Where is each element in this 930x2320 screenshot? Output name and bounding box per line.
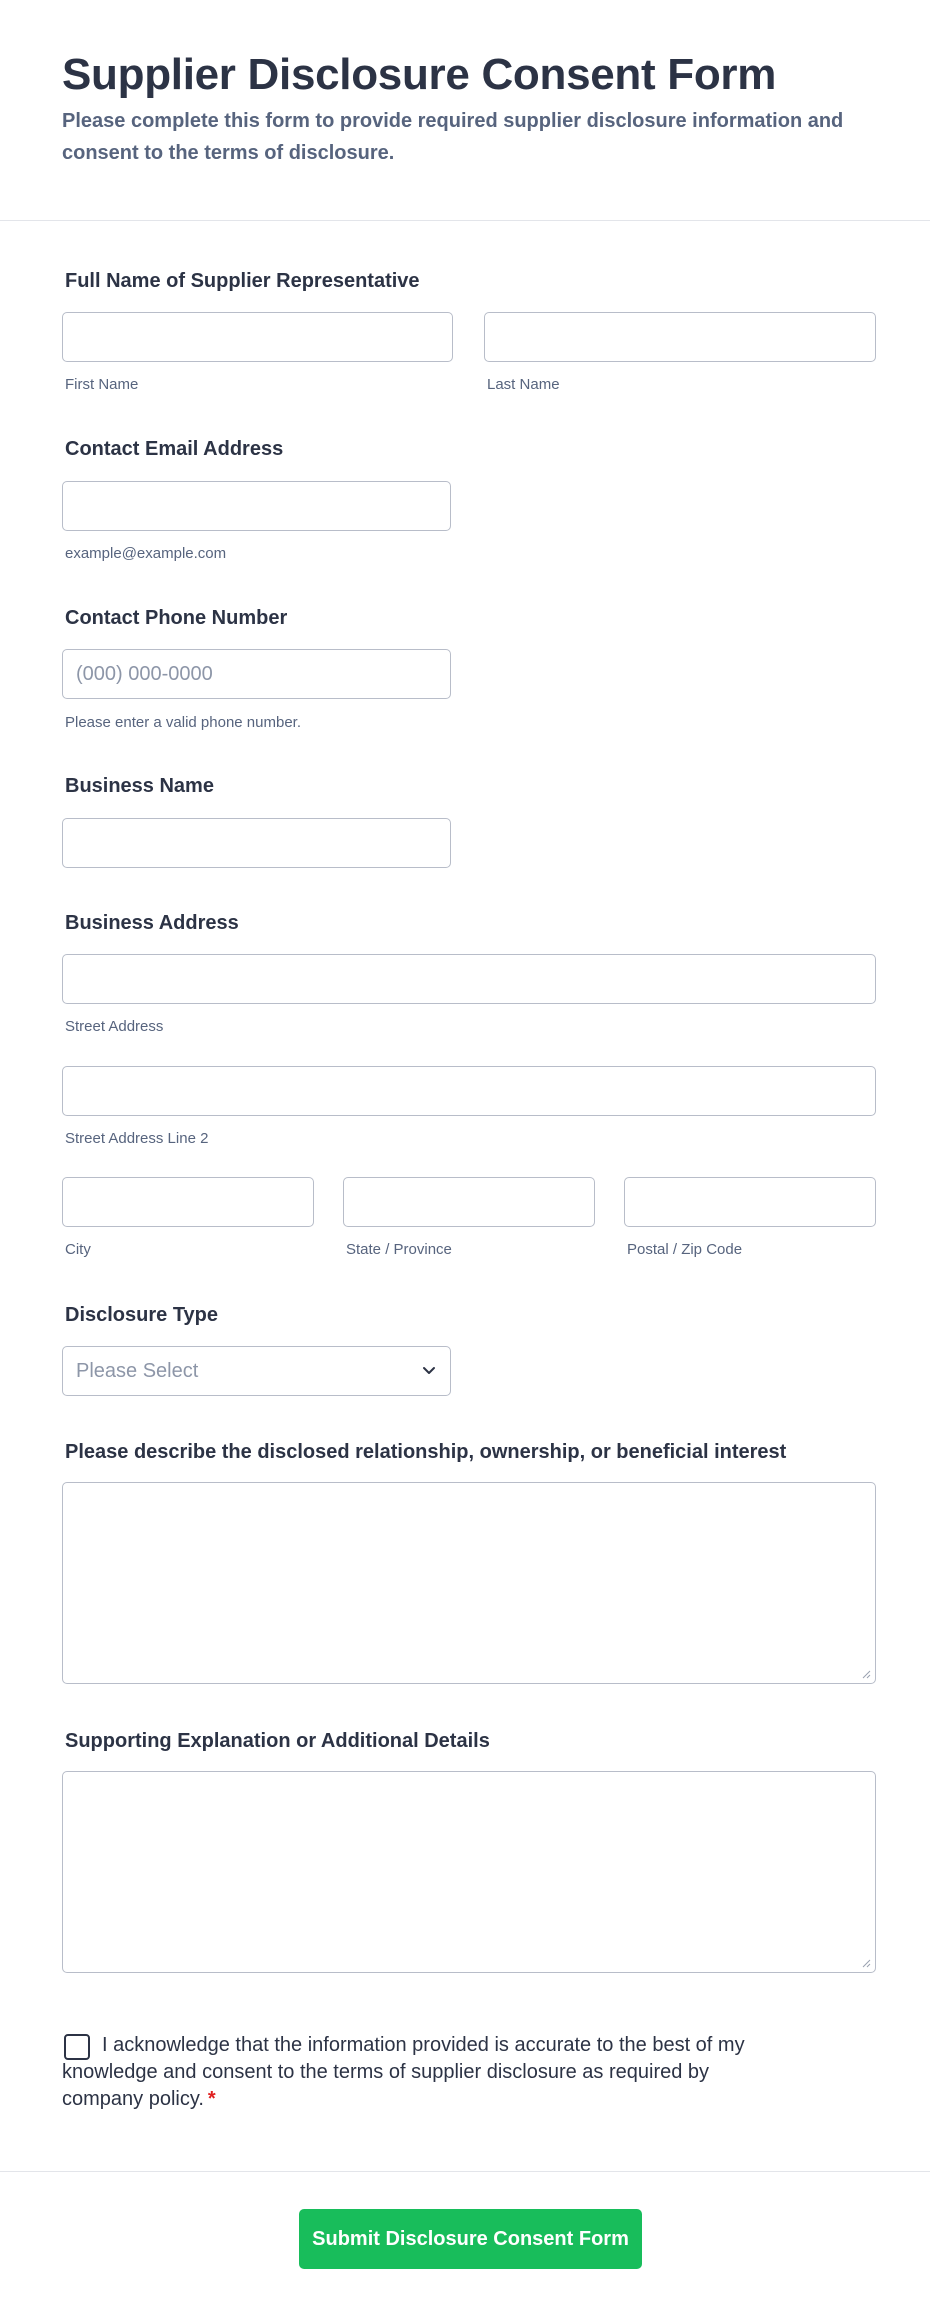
city-input[interactable] [63, 1178, 313, 1226]
business-name-input[interactable] [63, 819, 450, 867]
required-mark: * [207, 2088, 216, 2110]
state-input[interactable] [344, 1178, 594, 1226]
supporting-textarea[interactable] [63, 1772, 875, 1972]
zip-sublabel: Postal / Zip Code [627, 1241, 743, 1258]
relationship-textarea-field[interactable] [62, 1482, 876, 1684]
disclosure-type-value: Please Select [76, 1360, 199, 1382]
first-name-field[interactable] [62, 312, 453, 362]
email-label: Contact Email Address [65, 438, 284, 460]
acknowledge-label: I acknowledge that the information provided is accurate to the best of my knowledge and consent to the terms of supplier disclosure as required by company policy. [62, 2034, 745, 2110]
acknowledge-text [62, 2032, 782, 2113]
phone-input[interactable] [63, 650, 450, 698]
disclosure-type-label: Disclosure Type [65, 1304, 219, 1326]
street-address-2-field[interactable] [62, 1066, 876, 1116]
relationship-label: Please describe the disclosed relationship, ownership, or beneficial interest [65, 1441, 787, 1463]
first-name-sublabel: First Name [65, 376, 139, 393]
supporting-textarea-field[interactable] [62, 1771, 876, 1973]
city-sublabel: City [65, 1241, 91, 1258]
street-address-field[interactable] [62, 954, 876, 1004]
email-sublabel: example@example.com [65, 545, 227, 562]
business-name-field[interactable] [62, 818, 451, 868]
form-header [0, 0, 930, 221]
supporting-label: Supporting Explanation or Additional Details [65, 1730, 490, 1752]
phone-field[interactable] [62, 649, 451, 699]
phone-sublabel: Please enter a valid phone number. [65, 714, 301, 731]
resize-handle-icon[interactable] [861, 1669, 871, 1679]
phone-label: Contact Phone Number [65, 607, 288, 629]
email-input[interactable] [63, 482, 450, 530]
last-name-field[interactable] [484, 312, 876, 362]
full-name-label: Full Name of Supplier Representative [65, 270, 420, 292]
last-name-input[interactable] [485, 313, 875, 361]
business-address-label: Business Address [65, 912, 239, 934]
form-subtitle: Please complete this form to provide required supplier disclosure information and consent to the terms of disclosure. [62, 110, 844, 164]
chevron-down-icon [420, 1361, 438, 1379]
form-title: Supplier Disclosure Consent Form [62, 50, 777, 99]
zip-input[interactable] [625, 1178, 875, 1226]
street-address-2-sublabel: Street Address Line 2 [65, 1130, 209, 1147]
disclosure-type-select[interactable] [62, 1346, 451, 1396]
street-address-2-input[interactable] [63, 1067, 875, 1115]
state-field[interactable] [343, 1177, 595, 1227]
email-field[interactable] [62, 481, 451, 531]
zip-field[interactable] [624, 1177, 876, 1227]
resize-handle-icon[interactable] [861, 1958, 871, 1968]
last-name-sublabel: Last Name [487, 376, 560, 393]
city-field[interactable] [62, 1177, 314, 1227]
footer-divider [0, 2171, 930, 2172]
first-name-input[interactable] [63, 313, 452, 361]
relationship-textarea[interactable] [63, 1483, 875, 1683]
business-name-label: Business Name [65, 775, 214, 797]
submit-button[interactable]: Submit Disclosure Consent Form [299, 2209, 642, 2269]
state-sublabel: State / Province [346, 1241, 452, 1258]
street-address-input[interactable] [63, 955, 875, 1003]
street-address-sublabel: Street Address [65, 1018, 164, 1035]
